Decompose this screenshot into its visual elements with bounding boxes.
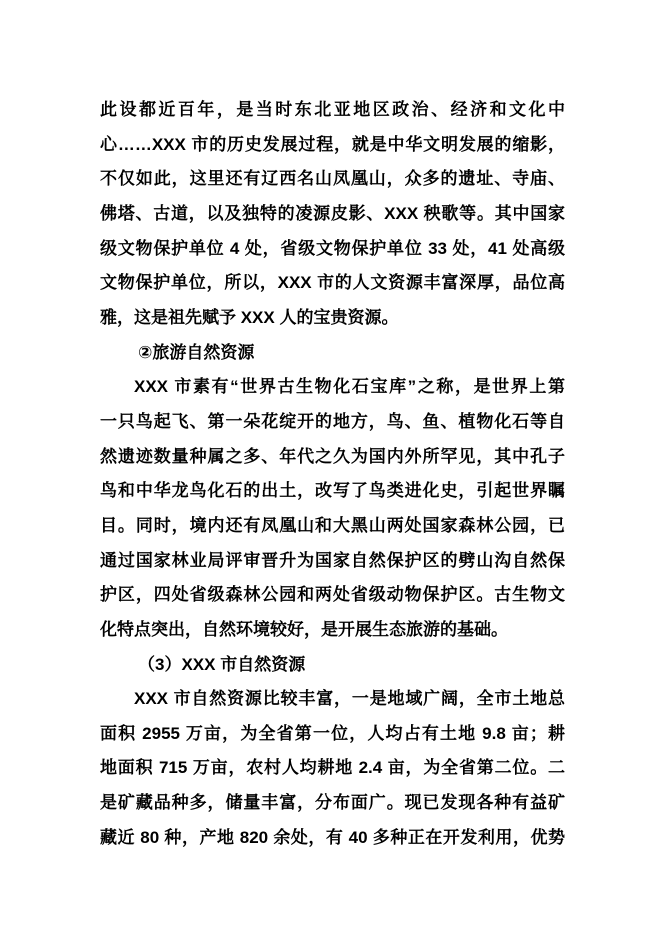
text-line: 此设都近百年，是当时东北亚地区政治、经济和文化中 — [100, 100, 565, 119]
text-line: 心……XXX 市的历史发展过程，就是中华文明发展的缩影， — [100, 134, 565, 154]
text-line: 目。同时，境内还有凤凰山和大黑山两处国家森林公园，已 — [100, 515, 565, 535]
text-line: 鸟和中华龙鸟化石的出土，改写了鸟类进化史，引起世界瞩 — [100, 481, 565, 501]
text-line: 不仅如此，这里还有辽西名山凤凰山，众多的遗址、寺庙、 — [100, 169, 565, 189]
document-body — [100, 93, 565, 855]
text-line: XXX 市自然资源比较丰富，一是地域广阔，全市土地总 — [134, 689, 565, 709]
text-line: 级文物保护单位 4 处，省级文物保护单位 33 处，41 处高级 — [100, 238, 565, 258]
text-line: 化特点突出，自然环境较好，是开展生态旅游的基础。 — [100, 619, 508, 639]
paragraph-tourism-natural-resources — [100, 370, 565, 647]
text-line: 文物保护单位，所以，XXX 市的人文资源丰富深厚，品位高 — [100, 273, 565, 293]
text-line: 然遗迹数量种属之多、年代之久为国内外所罕见，其中孔子 — [100, 446, 565, 466]
text-line: 藏近 80 种，产地 820 余处，有 40 多种正在开发利用，优势 — [100, 827, 565, 847]
text-line: XXX 市素有“世界古生物化石宝库”之称，是世界上第 — [134, 377, 565, 397]
text-line: 是矿藏品种多，储量丰富，分布面广。现已发现各种有益矿 — [100, 793, 565, 813]
text-line: 佛塔、古道，以及独特的凌源皮影、XXX 秧歌等。其中国家 — [100, 203, 565, 223]
text-line: 面积 2955 万亩，为全省第一位，人均占有土地 9.8 亩；耕 — [100, 723, 565, 743]
text-line: 通过国家林业局评审晋升为国家自然保护区的劈山沟自然保 — [100, 550, 565, 570]
section-heading-tourism-natural-resources: ②旅游自然资源 — [138, 342, 255, 362]
section-heading-city-natural-resources: （3）XXX 市自然资源 — [138, 654, 306, 674]
paragraph-city-natural-resources — [100, 682, 565, 855]
text-line: 雅，这是祖先赋予 XXX 人的宝贵资源。 — [100, 307, 399, 327]
text-line: 一只鸟起飞、第一朵花绽开的地方，鸟、鱼、植物化石等自 — [100, 411, 565, 431]
text-line: 地面积 715 万亩，农村人均耕地 2.4 亩，为全省第二位。二 — [100, 758, 565, 778]
paragraph-human-resources — [100, 93, 565, 336]
text-line: 护区，四处省级森林公园和两处省级动物保护区。古生物文 — [100, 585, 565, 605]
